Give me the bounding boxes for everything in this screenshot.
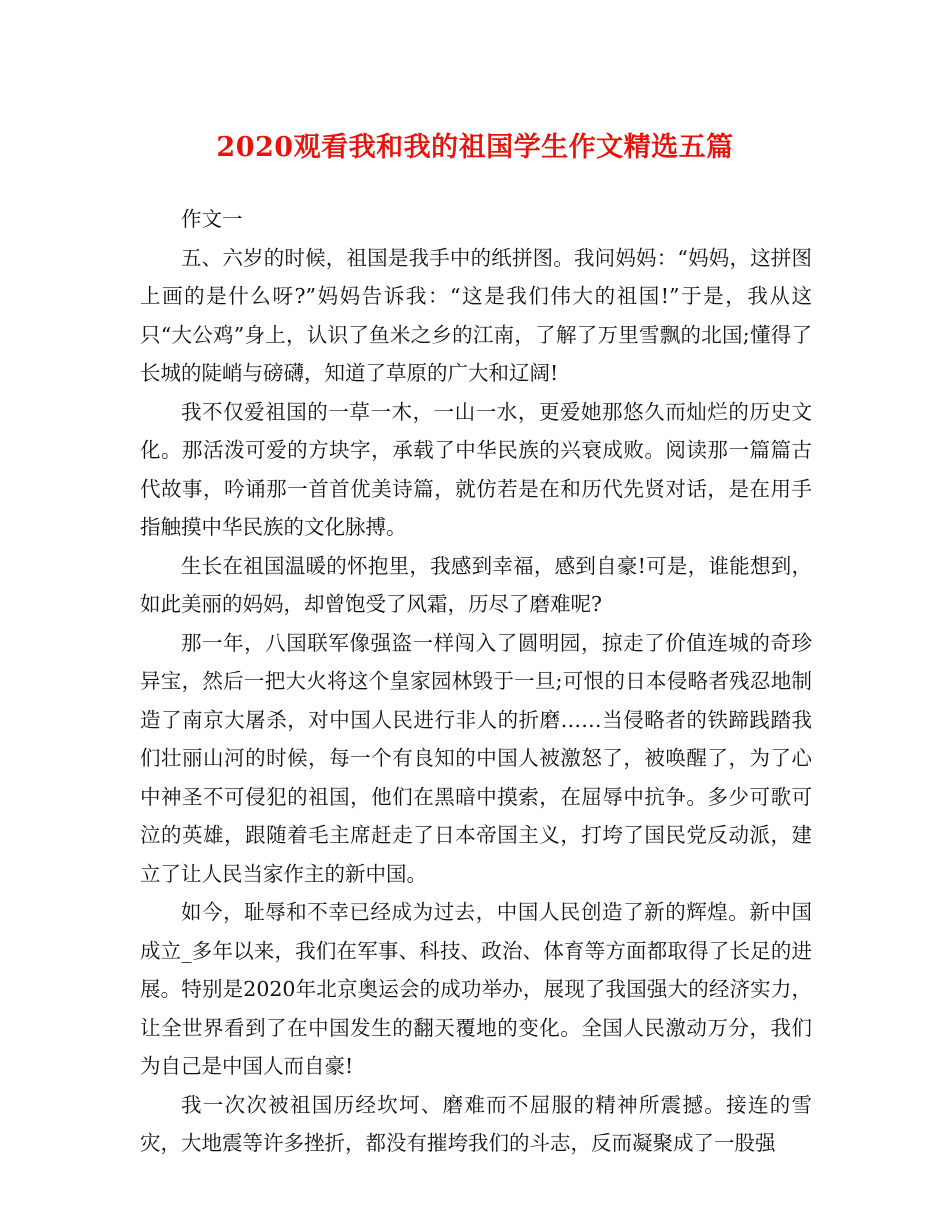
paragraph: 五、六岁的时候，祖国是我手中的纸拼图。我问妈妈：“妈妈，这拼图上画的是什么呀?”妈妈告诉我：“这是我们伟大的祖国!”于是，我从这只“大公鸡”身上，认识了鱼米之乡的江南，了解了万里雪飘的北国;懂得了长城的陡峭与磅礴，知道了草原的广大和辽阔!: [140, 245, 812, 385]
paragraph: 如今，耻辱和不幸已经成为过去，中国人民创造了新的辉煌。新中国成立_多年以来，我们在军事、科技、政治、体育等方面都取得了长足的进展。特别是2020年北京奥运会的成功举办，展现了我国强大的经济实力，让全世界看到了在中国发生的翻天覆地的变化。全国人民激动万分，我们为自己是中国人而自豪!: [140, 900, 812, 1078]
paragraph: 生长在祖国温暖的怀抱里，我感到幸福，感到自豪!可是，谁能想到，如此美丽的妈妈，却曾饱受了风霜，历尽了磨难呢?: [140, 553, 812, 616]
document-title: 2020观看我和我的祖国学生作文精选五篇: [216, 132, 734, 163]
section-heading: 作文一: [181, 207, 243, 231]
paragraph: 那一年，八国联军像强盗一样闯入了圆明园，掠走了价值连城的奇珍异宝，然后一把大火将这个皇家园林毁于一旦;可恨的日本侵略者残忍地制造了南京大屠杀，对中国人民进行非人的折磨……当侵略者的铁蹄践踏我们壮丽山河的时候，每一个有良知的中国人被激怒了，被唤醒了，为了心中神圣不可侵犯的祖国，他们在黑暗中摸索，在屈辱中抗争。多少可歌可泣的英雄，跟随着毛主席赶走了日本帝国主义，打垮了国民党反动派，建立了让人民当家作主的新中国。: [140, 630, 812, 886]
document-body: [140, 200, 812, 1163]
paragraph: 我不仅爱祖国的一草一木，一山一水，更爱她那悠久而灿烂的历史文化。那活泼可爱的方块字，承载了中华民族的兴衰成败。阅读那一篇篇古代故事，吟诵那一首首优美诗篇，就仿若是在和历代先贤对话，是在用手指触摸中华民族的文化脉搏。: [140, 399, 812, 539]
paragraph: 我一次次被祖国历经坎坷、磨难而不屈服的精神所震撼。接连的雪灾，大地震等许多挫折，都没有摧垮我们的斗志，反而凝聚成了一股强: [140, 1092, 812, 1155]
